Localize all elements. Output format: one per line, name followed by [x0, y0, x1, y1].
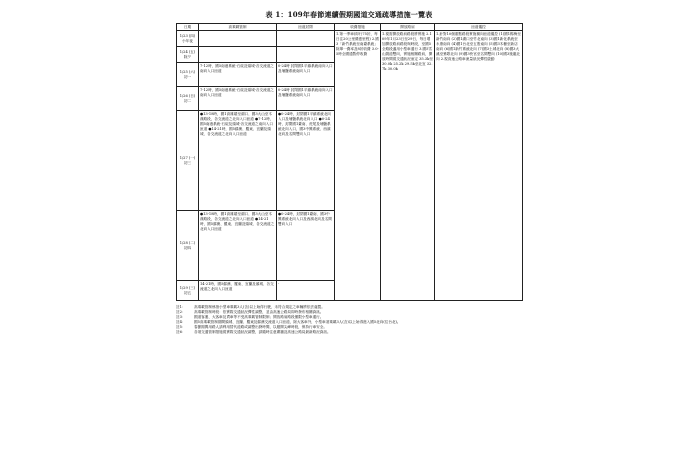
ramp-cell: - — [277, 281, 335, 301]
traffic-measures-table — [176, 23, 523, 301]
table-header-row — [177, 24, 523, 31]
footnote-key: 註6： — [176, 330, 186, 334]
col-header-ramp: 匝道封閉 — [277, 24, 335, 31]
footnote-key: 註2： — [176, 310, 186, 314]
col-header-hov: 高乘載管制 — [199, 24, 277, 31]
date-cell: 1/24 (五) 除夕 — [177, 47, 199, 63]
ramp-cell — [277, 47, 335, 63]
col-header-date: 日期 — [177, 24, 199, 31]
date-cell: 1/28 (二) 初四 — [177, 211, 199, 281]
document-title: 表 1：109年春節連續假期國道交通疏導措施一覽表 — [265, 10, 433, 19]
hov-cell: ●13-18時，國1高雄端至湖口、國3大山至木漢路段，各交流道之北向入口匝道 ●7-12時，國5南港系統-石碇及頭城-各交流道之南向入口匝道 ●14-21時，國5蘇澳、羅東、宜蘭及頭城、各交流道之北向入口匝道 — [199, 111, 277, 211]
ramp-cell — [277, 31, 335, 47]
meter-cell: 1.針對10個重點路段實施橫向匝道儀控 (1)國1楊梅至新竹南向 (2)國1湖口至竹北南向 (3)國1新化系統至永康南向 (4)國1台北至五股南向 (5)國3木柵至新店南向 (6)國1新竹系統北向 (7)國3土城北向 (8)國3大溪至鶯歌北向 (9)國3快官至名間雙向 (10)國3後龍北向 2.視高速公路車流量狀況彈性啟動 — [435, 31, 523, 301]
table-row — [177, 31, 523, 47]
hov-cell: 14-21時，國5蘇澳、羅東、宜蘭及頭城、各交流道之北向入口匝道 — [199, 281, 277, 301]
hov-cell — [199, 31, 277, 47]
ramp-cell: ●0-24時，封閉國1臺南、國3中興系統北向入口及西濱北向及名間雙向入口 — [277, 211, 335, 281]
ramp-cell: 0-24時 封閉國1平鎮系統南向入口及埔鹽系統南向入口 — [277, 63, 335, 87]
document-page — [176, 10, 522, 335]
hov-cell: ●13-18時，國1高雄端至湖口、國3大山至木漢路段，各交流道之北向入口匝道 ●14-21時，國5蘇澳、羅東、宜蘭及頭城、各交流道之北向入口匝道 — [199, 211, 277, 281]
col-header-meter: 匝道儀控 — [435, 24, 523, 31]
date-cell: 1/25 (六) 初一 — [177, 63, 199, 87]
footnote — [176, 330, 522, 335]
ramp-cell: ●0-24時，封閉國1平鎮系統北向入口及埔鹽系統北向入口 ●0-24時，封閉國1臺南、虎尾及埔鹽系統北向入口，國3中興系統、西濱北向及名間雙向入口 — [277, 111, 335, 211]
footnote-text: 春節期間用路人請利用替代道路或調整出發時間，以避開尖峰時段，保持行車安全。 — [194, 325, 327, 329]
date-cell: 1/23 (四) 小年夜 — [177, 31, 199, 47]
footnote-text: 國道客運、大客車及貨車等不受高乘載管制限制；開放路肩路段僅限小型車通行。 — [194, 315, 324, 319]
date-cell: 1/27 (一) 初三 — [177, 111, 199, 211]
footnote-text: 國5高乘載管制期間頭城、宜蘭、羅東及蘇澳交流道入口匝道，除大客車外，小型車須乘載3人(含)以上始得進入國5北向(往台北)。 — [194, 320, 401, 324]
col-header-shoulder: 開放路肩 — [381, 24, 435, 31]
footnote-key: 註4： — [176, 320, 186, 324]
date-cell: 1/26 (日) 初二 — [177, 87, 199, 111]
footnote-text: 各項交通管制措施視實際交通狀況調整，請隨時注意廣播及高速公路局最新路況資訊。 — [194, 330, 331, 334]
ramp-cell: 0-24時 封閉國1平鎮系統南向入口及埔鹽系統南向入口 — [277, 87, 335, 111]
date-cell: 1/29 (三) 初五 — [177, 281, 199, 301]
toll-cell: 1.第一季車(即行75折，每日注20公里優惠里程) 2.國3「新竹系統至南臺系統」除單一費率及8折收費 3.0-5時全國通暫停收費 — [335, 31, 381, 301]
footnotes — [176, 305, 522, 335]
footnote-key: 註1： — [176, 305, 186, 309]
col-header-toll: 收費措施 — [335, 24, 381, 31]
footnote-text: 高乘載管制係指小型車乘載3人(含)以上始得行駛，未符合規定之車輛將依法處罰。 — [194, 305, 325, 309]
footnote-key: 註3： — [176, 315, 186, 319]
shoulder-cell: 1.視需開放路肩路段將實施 2.109年1月23日至29日，每日增加開放路肩路段與時段，至國5全路段適用小型車通行 3.國5雪山隧道雙向，實施相關路肩，開放時間視交通狀況而定 35.3k至30.0k 25.2k 29.5k至北宜 32.7k 30.0k — [381, 31, 435, 301]
footnote-key: 註5： — [176, 325, 186, 329]
hov-cell: 7-12時，國5南港系統-石碇及頭城-各交流道之南向入口匝道 — [199, 87, 277, 111]
hov-cell: 7-12時，國5南港系統-石碇及頭城-各交流道之南向入口匝道 — [199, 63, 277, 87]
footnote-text: 高乘載管制時段：依實際交通狀況彈性調整，並由高速公路局即時發布相關資訊。 — [194, 310, 324, 314]
hov-cell — [199, 47, 277, 63]
